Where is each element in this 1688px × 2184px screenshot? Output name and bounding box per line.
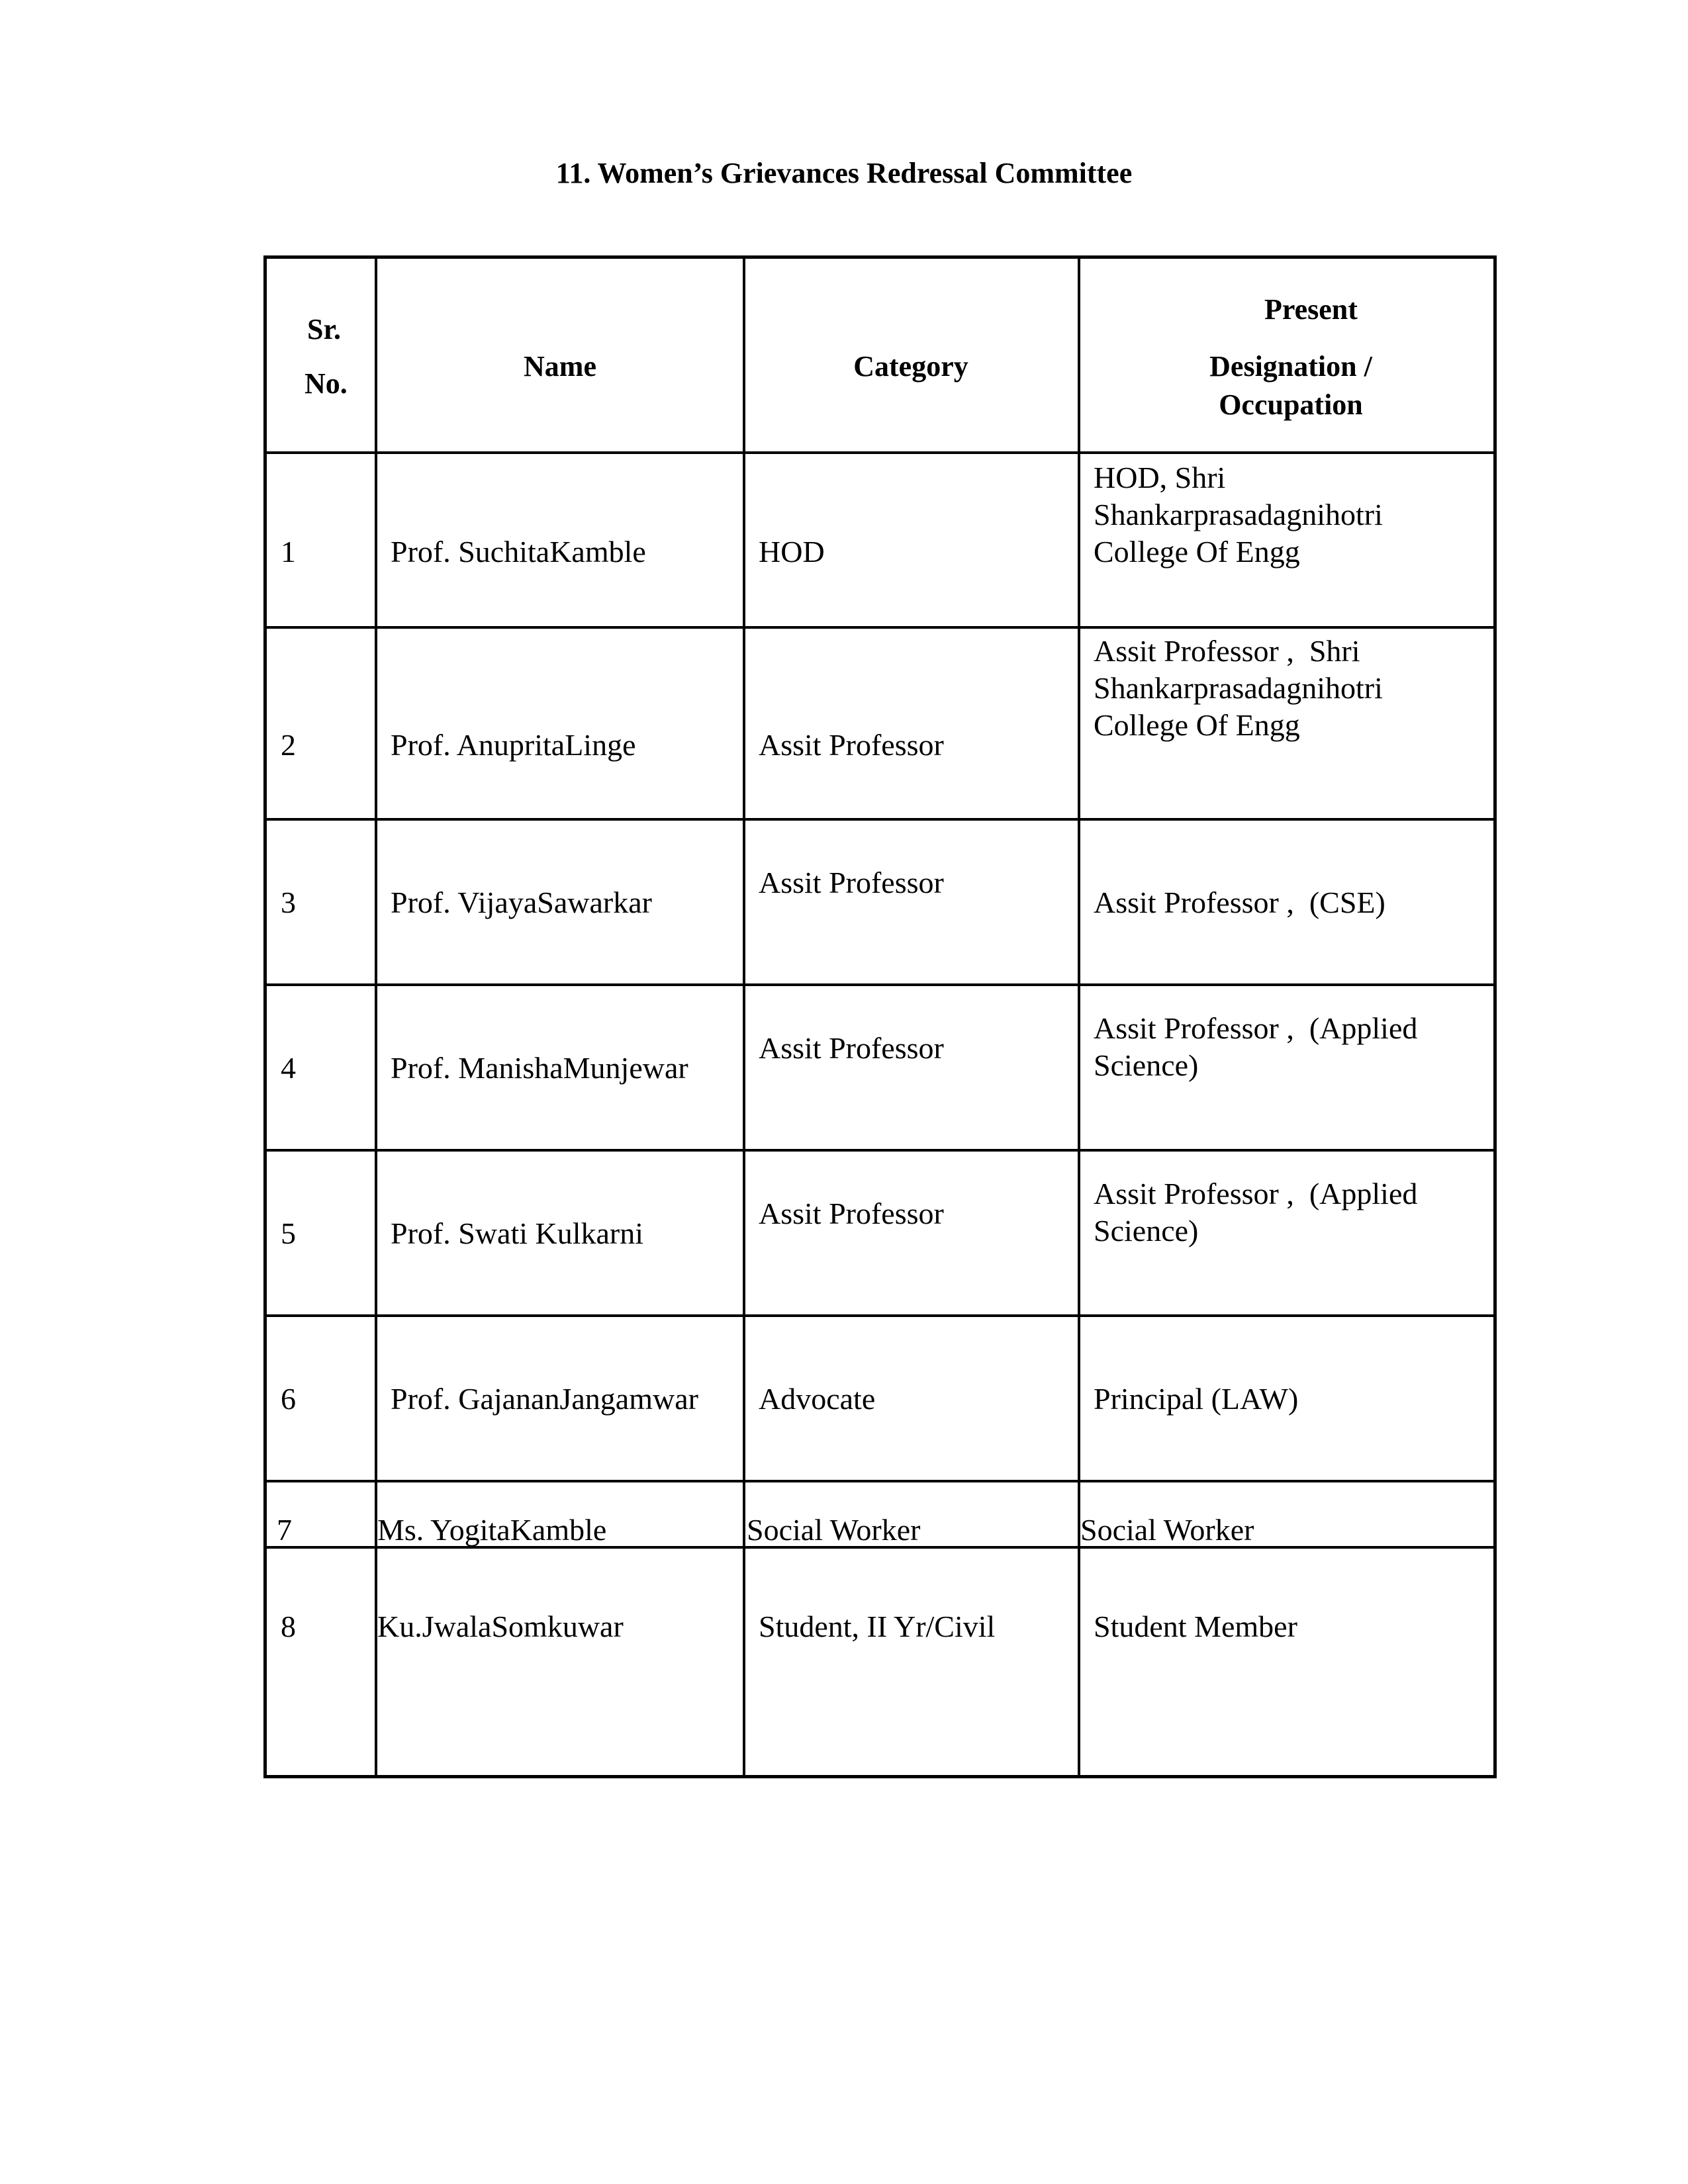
row-designation-line: College Of Engg — [1094, 535, 1300, 569]
row-divider — [263, 626, 1497, 629]
row-sr-no: 8 — [281, 1610, 296, 1643]
row-designation-line: Social Worker — [1080, 1513, 1254, 1547]
table-border-bottom — [263, 1775, 1497, 1778]
header-designation-line1: Present — [1264, 293, 1358, 326]
row-divider — [263, 451, 1497, 454]
row-designation-line: Assit Professor , (Applied — [1094, 1177, 1418, 1210]
table-border-top — [263, 255, 1497, 259]
row-name: Ms. YogitaKamble — [377, 1513, 607, 1547]
row-category: Assit Professor — [759, 1031, 944, 1065]
row-category: Assit Professor — [759, 1197, 944, 1230]
header-sr-line2: No. — [305, 367, 348, 400]
row-sr-no: 4 — [281, 1051, 296, 1085]
row-name: Prof. AnupritaLinge — [391, 728, 636, 762]
row-designation-line: Assit Professor , (CSE) — [1094, 886, 1385, 919]
page-title: 11. Women’s Grievances Redressal Committee — [555, 157, 1133, 189]
row-name: Prof. VijayaSawarkar — [391, 886, 652, 919]
row-name: Ku.JwalaSomkuwar — [377, 1610, 624, 1643]
table-border-right — [1493, 255, 1497, 1778]
row-sr-no: 3 — [281, 886, 296, 919]
row-designation-line: College Of Engg — [1094, 708, 1300, 742]
row-category: Assit Professor — [759, 866, 944, 899]
row-divider — [263, 1314, 1497, 1317]
column-divider-2 — [743, 255, 745, 1778]
row-designation-line: Science) — [1094, 1214, 1199, 1248]
row-name: Prof. GajananJangamwar — [391, 1382, 698, 1416]
row-designation-line: HOD, Shri — [1094, 461, 1226, 494]
row-designation-line: Student Member — [1094, 1610, 1297, 1643]
row-category: Social Worker — [747, 1513, 921, 1547]
table-border-left — [263, 255, 267, 1778]
row-name: Prof. Swati Kulkarni — [391, 1216, 644, 1250]
row-category: HOD — [759, 535, 825, 569]
row-sr-no: 1 — [281, 535, 296, 569]
column-divider-3 — [1078, 255, 1080, 1778]
column-divider-1 — [375, 255, 377, 1778]
row-category: Student, II Yr/Civil — [759, 1610, 996, 1643]
header-sr-line1: Sr. — [307, 313, 341, 345]
row-sr-no: 2 — [281, 728, 296, 762]
header-sr-no — [291, 312, 364, 401]
row-divider — [263, 1480, 1497, 1482]
row-sr-no: 6 — [281, 1382, 296, 1416]
header-designation-line2: Designation / — [1209, 350, 1372, 383]
header-designation-line3: Occupation — [1219, 388, 1363, 421]
header-name: Name — [524, 350, 596, 383]
row-divider — [263, 983, 1497, 986]
row-designation-line: Principal (LAW) — [1094, 1382, 1299, 1416]
row-sr-no: 5 — [281, 1216, 296, 1250]
header-category: Category — [853, 350, 968, 383]
row-category: Assit Professor — [759, 728, 944, 762]
row-divider — [263, 1149, 1497, 1152]
row-designation-line: Science) — [1094, 1048, 1199, 1082]
row-designation-line: Assit Professor , Shri — [1094, 634, 1360, 668]
row-name: Prof. ManishaMunjewar — [391, 1051, 688, 1085]
row-designation-line: Shankarprasadagnihotri — [1094, 671, 1383, 705]
row-sr-no: 7 — [277, 1513, 292, 1547]
row-designation-line: Shankarprasadagnihotri — [1094, 498, 1383, 531]
row-designation-line: Assit Professor , (Applied — [1094, 1011, 1418, 1045]
row-name: Prof. SuchitaKamble — [391, 535, 646, 569]
row-category: Advocate — [759, 1382, 876, 1416]
row-divider — [263, 818, 1497, 821]
